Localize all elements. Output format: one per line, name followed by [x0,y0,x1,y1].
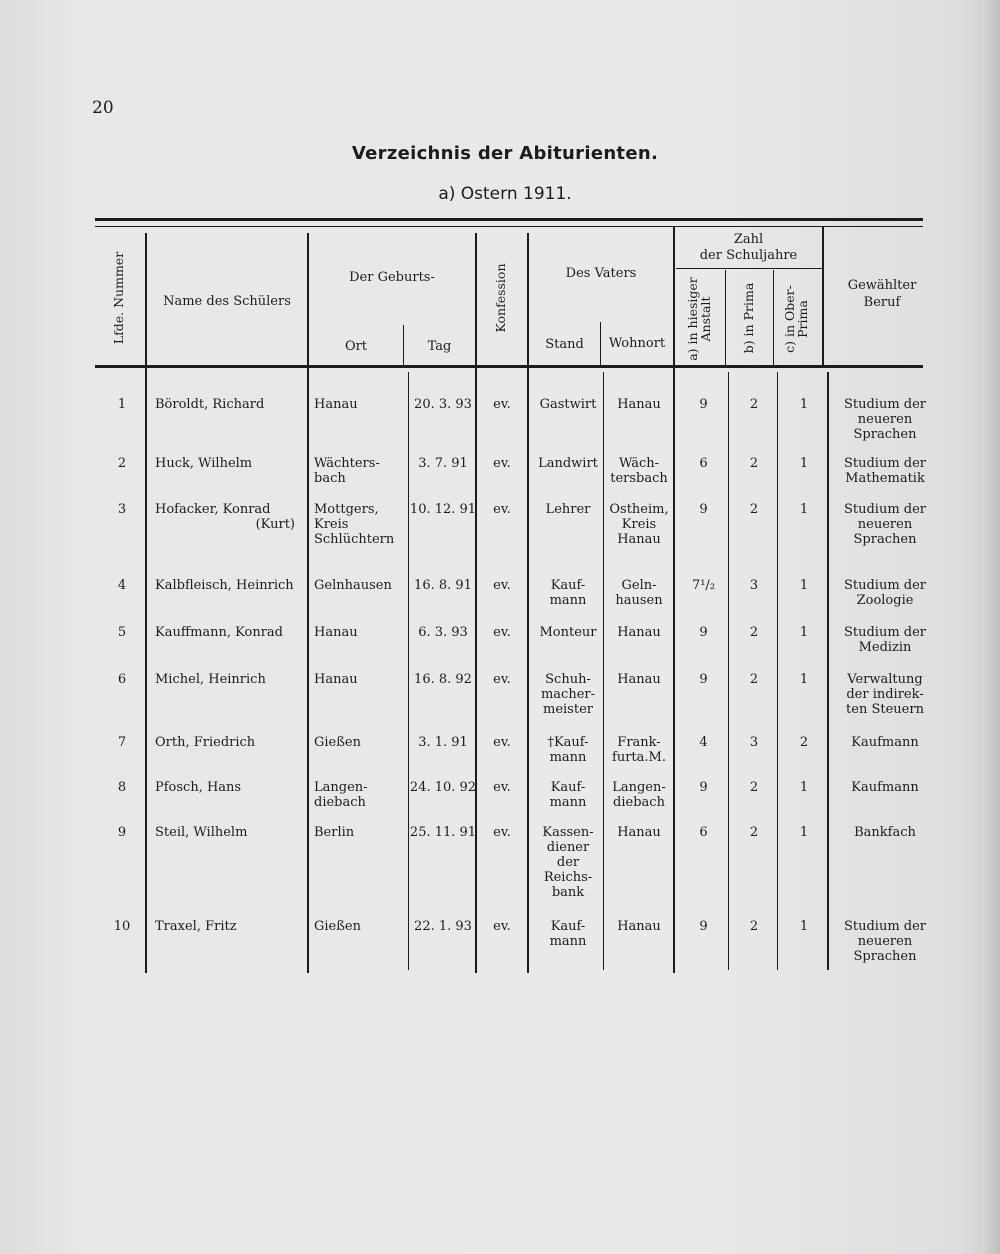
cell-stand-line: meister [543,702,593,717]
cell-name [155,456,295,471]
header-anstalt-line2: Anstalt [698,296,713,342]
cell-ort [314,397,408,412]
cell-nr [97,825,147,840]
cell-name-line: Böroldt, Richard [155,397,265,412]
cell-beruf-line: Medizin [858,640,912,655]
header-oberprima-line2: Prima [795,300,810,338]
cell-konf-line: ev. [493,919,511,934]
cell-prima [729,919,779,934]
cell-konf [477,919,527,934]
cell-beruf-line: Studium der [843,456,927,471]
cell-beruf-line: Sprachen [853,532,917,547]
cell-stand-line: Reichs- [543,870,593,885]
cell-prima-line: 3 [749,735,759,750]
cell-stand-line: bank [551,885,585,900]
cell-konf [477,456,527,471]
cell-konf [477,672,527,687]
cell-konf-line: ev. [493,780,511,795]
header-anstalt-line1: a) in hiesiger [685,277,700,361]
cell-ort-line: Gießen [314,919,361,934]
cell-stand-line: macher- [540,687,596,702]
cell-beruf-line: Mathematik [845,471,925,486]
cell-stand-line: Monteur [539,625,597,640]
cell-prima-line: 2 [749,780,759,795]
cell-beruf-line: ten Steuern [846,702,924,717]
cell-name [155,625,295,640]
cell-beruf-line: Studium der [843,625,927,640]
cell-ort-line: bach [314,471,346,486]
cell-oberprima [778,919,830,934]
cell-prima [729,625,779,640]
cell-beruf-line: Sprachen [853,949,917,964]
cell-oberprima-line: 1 [799,397,809,412]
cell-nr [97,502,147,517]
cell-name [155,825,295,840]
cell-anstalt-line: 9 [699,502,708,517]
cell-ort-line: Berlin [314,825,355,840]
cell-prima [729,456,779,471]
cell-ort-line: Wächters- [314,456,380,471]
header-zahl: Zahl [733,232,764,247]
cell-nr [97,578,147,593]
cell-stand-line: Kauf- [550,919,586,934]
cell-stand-line: mann [549,934,587,949]
cell-nr-line: 6 [117,672,127,687]
cell-wohnort-line: Ostheim, [609,502,669,517]
cell-oberprima [778,735,830,750]
cell-tag [409,735,477,750]
cell-ort [314,735,408,750]
cell-tag [409,456,477,471]
cell-stand-line: diener [546,840,590,855]
cell-konf-line: ev. [493,456,511,471]
cell-name [155,502,295,532]
cell-tag [409,397,477,412]
cell-beruf [830,825,940,840]
cell-nr-line: 2 [117,456,127,471]
cell-prima [729,780,779,795]
cell-wohnort-line: hausen [615,593,663,608]
cell-beruf [830,397,940,442]
cell-beruf-line: neueren [857,934,913,949]
cell-stand-line: Kassen- [542,825,594,840]
cell-name-line: Steil, Wilhelm [155,825,248,840]
cell-beruf-line: Kaufmann [851,735,919,750]
cell-ort [314,625,408,640]
cell-ort-line: diebach [314,795,366,810]
cell-wohnort-line: Hanau [617,672,661,687]
cell-oberprima [778,625,830,640]
cell-nr-line: 3 [117,502,127,517]
cell-tag [409,919,477,934]
cell-oberprima [778,780,830,795]
cell-konf-line: ev. [493,735,511,750]
cell-oberprima [778,397,830,412]
cell-oberprima-line: 1 [799,625,809,640]
cell-stand [529,625,607,640]
col-rule-oberprima [773,270,774,365]
cell-wohnort [604,919,674,934]
cell-beruf-line: Studium der [843,578,927,593]
cell-wohnort-line: Hanau [617,532,661,547]
cell-nr-line: 9 [117,825,127,840]
cell-prima [729,825,779,840]
cell-wohnort-line: Kreis [621,517,657,532]
cell-beruf [830,672,940,717]
cell-anstalt-line: 9 [699,672,708,687]
cell-anstalt [676,578,731,593]
cell-anstalt-line: 9 [699,625,708,640]
cell-oberprima-line: 1 [799,672,809,687]
cell-anstalt [676,825,731,840]
table-top-rule-thin [95,226,923,227]
cell-oberprima [778,456,830,471]
cell-oberprima-line: 1 [799,502,809,517]
cell-ort [314,825,408,840]
header-stand: Stand [545,337,584,352]
document-title: Verzeichnis der Abiturienten. [351,143,659,164]
cell-stand-line: mann [549,795,587,810]
header-in-prima: b) in Prima [741,282,756,354]
cell-prima-line: 2 [749,919,759,934]
cell-konf [477,502,527,517]
cell-prima [729,502,779,517]
cell-tag-line: 6. 3. 93 [418,625,468,640]
cell-tag-line: 20. 3. 93 [414,397,472,412]
cell-konf [477,735,527,750]
cell-tag [409,780,477,795]
cell-prima-line: 2 [749,502,759,517]
cell-stand [529,578,607,608]
cell-beruf [830,502,940,547]
cell-stand-line: Kauf- [550,780,586,795]
cell-name [155,780,295,795]
cell-oberprima-line: 1 [799,456,809,471]
cell-wohnort [604,625,674,640]
cell-name [155,919,295,934]
cell-tag-line: 16. 8. 92 [414,672,472,687]
header-lfde-nummer: Lfde. Nummer [111,251,126,345]
cell-prima-line: 3 [749,578,759,593]
cell-nr [97,672,147,687]
cell-beruf-line: Kaufmann [851,780,919,795]
cell-nr [97,397,147,412]
cell-konf [477,825,527,840]
cell-ort-line: Hanau [314,625,358,640]
cell-konf-line: ev. [493,825,511,840]
cell-name-line: Traxel, Fritz [155,919,237,934]
cell-anstalt-line: 6 [699,456,708,471]
cell-anstalt-line: 9 [699,919,708,934]
cell-stand-line: Lehrer [545,502,591,517]
cell-tag [409,672,477,687]
cell-konf-line: ev. [493,578,511,593]
cell-anstalt [676,397,731,412]
cell-oberprima-line: 1 [799,780,809,795]
cell-oberprima-line: 1 [799,919,809,934]
cell-oberprima-line: 1 [799,825,809,840]
cell-beruf-line: Verwaltung [847,672,923,687]
cell-oberprima [778,825,830,840]
cell-konf-line: ev. [493,625,511,640]
cell-tag [409,625,477,640]
table-top-rule-thick [95,218,923,221]
cell-ort [314,456,408,486]
cell-stand-line: Gastwirt [539,397,597,412]
cell-nr [97,919,147,934]
cell-stand [529,502,607,517]
cell-tag [409,502,477,517]
header-beruf: Beruf [863,295,901,310]
cell-stand [529,780,607,810]
cell-beruf [830,780,940,795]
cell-konf [477,780,527,795]
cell-tag-line: 10. 12. 91 [409,502,477,517]
cell-name [155,672,295,687]
cell-name [155,397,295,412]
cell-prima [729,578,779,593]
cell-stand [529,825,607,900]
cell-beruf [830,578,940,608]
header-oberprima-line1: c) in Ober- [782,285,797,353]
cell-wohnort [604,672,674,687]
cell-ort [314,502,408,547]
cell-ort-line: Hanau [314,672,358,687]
cell-beruf [830,735,940,750]
page-number: 20 [92,98,114,118]
cell-tag [409,825,477,840]
cell-anstalt [676,919,731,934]
cell-stand-line: Schuh- [545,672,591,687]
header-des-vaters: Des Vaters [565,266,637,281]
cell-beruf-line: Studium der [843,919,927,934]
cell-stand [529,672,607,717]
cell-wohnort [604,502,674,547]
cell-name-line: Huck, Wilhelm [155,456,253,471]
cell-oberprima-line: 2 [799,735,809,750]
cell-ort-line: Gießen [314,735,361,750]
header-konfession: Konfession [493,263,508,333]
cell-name-line: Hofacker, Konrad [155,502,271,517]
cell-anstalt-line: 7¹/₂ [691,578,716,593]
cell-beruf [830,456,940,486]
cell-nr [97,780,147,795]
cell-wohnort-line: Hanau [617,825,661,840]
header-name: Name des Schülers [163,294,291,309]
cell-stand-line: †Kauf- [547,735,589,750]
cell-prima-line: 2 [749,625,759,640]
cell-tag-line: 24. 10. 92 [409,780,477,795]
cell-oberprima [778,578,830,593]
cell-wohnort-line: furta.M. [612,750,666,765]
cell-beruf-line: neueren [857,517,913,532]
cell-stand [529,919,607,949]
cell-konf [477,578,527,593]
cell-beruf-line: Sprachen [853,427,917,442]
cell-name-line: Kauffmann, Konrad [155,625,284,640]
cell-wohnort-line: Hanau [617,919,661,934]
cell-nr [97,735,147,750]
cell-anstalt [676,502,731,517]
col-rule-konfession [475,233,477,973]
header-gewaehlter: Gewählter [847,278,917,293]
cell-nr [97,456,147,471]
cell-ort-line: Hanau [314,397,358,412]
cell-name-line: Pfosch, Hans [155,780,242,795]
cell-wohnort [604,780,674,810]
header-tag: Tag [427,339,452,354]
cell-tag-line: 25. 11. 91 [409,825,477,840]
cell-anstalt-line: 9 [699,780,708,795]
cell-beruf-line: neueren [857,412,913,427]
cell-anstalt [676,456,731,471]
cell-ort-line: Schlüchtern [314,532,395,547]
cell-stand-line: mann [549,750,587,765]
cell-ort [314,780,408,810]
cell-name-line: Michel, Heinrich [155,672,266,687]
cell-prima-line: 2 [749,825,759,840]
cell-beruf [830,625,940,655]
cell-ort [314,672,408,687]
cell-wohnort-line: Frank- [617,735,661,750]
header-geburts: Der Geburts- [349,270,435,285]
cell-konf [477,397,527,412]
cell-tag-line: 3. 1. 91 [418,735,468,750]
cell-nr [97,625,147,640]
cell-beruf-line: Studium der [843,397,927,412]
col-rule-name [145,233,147,973]
cell-oberprima-line: 1 [799,578,809,593]
cell-prima-line: 2 [749,456,759,471]
cell-anstalt-line: 4 [699,735,708,750]
cell-ort-line: Langen- [314,780,368,795]
cell-wohnort [604,578,674,608]
cell-tag-line: 3. 7. 91 [418,456,468,471]
cell-anstalt [676,780,731,795]
cell-wohnort-line: Wäch- [618,456,660,471]
cell-wohnort [604,456,674,486]
cell-wohnort-line: Hanau [617,397,661,412]
cell-nr-line: 5 [117,625,127,640]
cell-anstalt [676,625,731,640]
cell-prima [729,735,779,750]
document-subtitle: a) Ostern 1911. [438,184,572,204]
cell-wohnort [604,735,674,765]
cell-wohnort [604,825,674,840]
cell-wohnort-line: diebach [613,795,665,810]
cell-name [155,578,295,593]
cell-name [155,735,295,750]
cell-ort-line: Mottgers, [314,502,379,517]
cell-tag-line: 16. 8. 91 [414,578,472,593]
cell-stand [529,456,607,471]
cell-ort-line: Gelnhausen [314,578,392,593]
cell-prima-line: 2 [749,672,759,687]
cell-beruf-line: Studium der [843,502,927,517]
cell-nr-line: 1 [117,397,127,412]
cell-wohnort-line: tersbach [610,471,668,486]
cell-nr-line: 10 [113,919,131,934]
cell-stand-line: Kauf- [550,578,586,593]
cell-nr-line: 4 [117,578,127,593]
cell-oberprima [778,672,830,687]
cell-konf [477,625,527,640]
cell-stand-line: mann [549,593,587,608]
cell-anstalt [676,672,731,687]
col-rule-beruf [822,226,824,366]
cell-konf-line: ev. [493,502,511,517]
cell-beruf-line: Zoologie [856,593,914,608]
cell-stand [529,735,607,765]
cell-konf-line: ev. [493,672,511,687]
cell-oberprima [778,502,830,517]
cell-tag [409,578,477,593]
header-ort: Ort [344,339,368,354]
cell-prima-line: 2 [749,397,759,412]
cell-wohnort-line: Langen- [612,780,666,795]
cell-ort [314,919,408,934]
cell-wohnort-line: Hanau [617,625,661,640]
col-rule-prima [725,270,726,365]
header-der-schuljahre: der Schuljahre [699,248,798,263]
cell-prima [729,672,779,687]
cell-ort [314,578,408,593]
cell-wohnort [604,397,674,412]
cell-nr-line: 8 [117,780,127,795]
cell-prima [729,397,779,412]
cell-tag-line: 22. 1. 93 [414,919,472,934]
cell-anstalt-line: 9 [699,397,708,412]
cell-wohnort-line: Geln- [621,578,657,593]
header-in-ober-prima [783,267,811,371]
header-wohnort: Wohnort [608,336,666,351]
cell-name-line: Orth, Friedrich [155,735,256,750]
cell-stand-line: der [556,855,580,870]
cell-name-line: (Kurt) [255,517,295,532]
cell-stand [529,397,607,412]
cell-anstalt-line: 6 [699,825,708,840]
cell-ort-line: Kreis [314,517,349,532]
cell-anstalt [676,735,731,750]
header-in-hiesiger-anstalt [686,267,714,371]
cell-nr-line: 7 [117,735,127,750]
cell-beruf-line: Bankfach [854,825,916,840]
cell-beruf [830,919,940,964]
cell-beruf-line: der indirek- [846,687,924,702]
cell-name-line: Kalbfleisch, Heinrich [155,578,294,593]
cell-konf-line: ev. [493,397,511,412]
cell-stand-line: Landwirt [538,456,598,471]
